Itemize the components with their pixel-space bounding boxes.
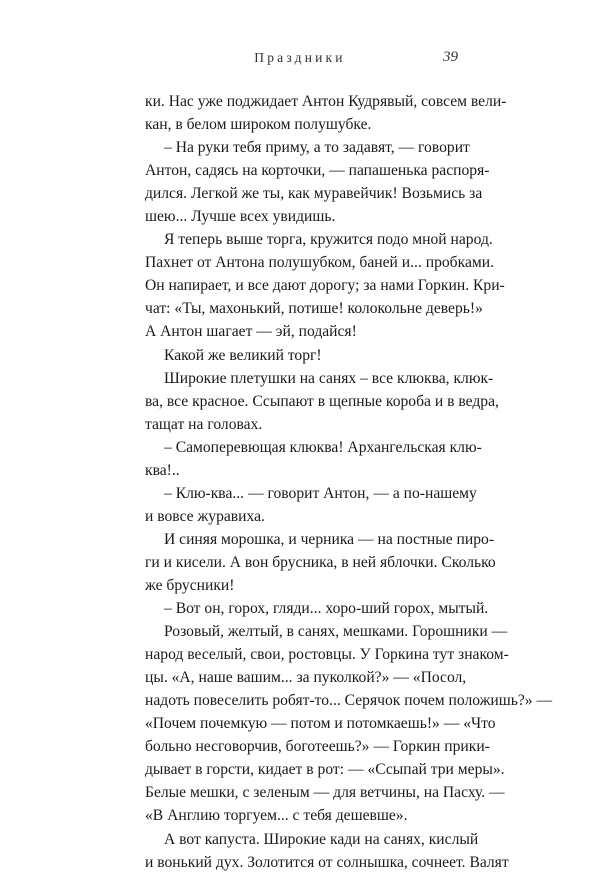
text-line: Пахнет от Антона полушубком, баней и... пробками.	[145, 254, 494, 272]
text-line: Я теперь выше торга, кружится подо мной народ.	[164, 231, 493, 249]
text-line: «В Англию торгуем... с тебя дешевше».	[145, 807, 408, 825]
text-line: Розовый, желтый, в санях, мешками. Горошники —	[164, 623, 508, 641]
text-line: А вот капуста. Широкие кади на санях, кислый	[164, 830, 479, 848]
text-line: – Вот он, горох, гляди... хоро-ший горох, мытый.	[164, 600, 489, 618]
text-line: чат: «Ты, махонький, потише! колокольне деверь!»	[145, 300, 483, 318]
text-line: Широкие плетушки на санях – все клюква, клюк-	[164, 369, 494, 387]
text-line: Белые мешки, с зеленым — для ветчины, на Пасху. —	[145, 784, 505, 802]
text-line: же брусники!	[145, 576, 235, 594]
page-number: 39	[443, 49, 458, 65]
text-line: кан, в белом широком полушубке.	[145, 116, 372, 134]
text-line: – На руки тебя приму, а то задавят, — говорит	[164, 139, 470, 157]
text-line: шею... Лучше всех увидишь.	[145, 208, 336, 226]
text-line: – Клю-ква... — говорит Антон, — а по-нашему	[164, 484, 477, 502]
text-line: ва, все красное. Ссыпают в щепные короба и в ведра,	[145, 392, 499, 410]
text-line: Он напирает, и все дают дорогу; за нами Горкин. Кри-	[145, 277, 505, 295]
running-head	[0, 50, 600, 70]
text-line: и вонький дух. Золотится от солнышка, сочнеет. Валят	[145, 853, 509, 871]
text-line: ги и кисели. А вон брусника, в ней яблочки. Сколько	[145, 553, 496, 571]
text-line: Антон, садясь на корточки, — папашенька распоря-	[145, 162, 490, 180]
text-line: дился. Легкой же ты, как муравейчик! Возьмись за	[145, 185, 483, 203]
text-line: ки. Нас уже поджидает Антон Кудрявый, совсем вели-	[145, 93, 507, 110]
text-line: А Антон шагает — эй, подайся!	[145, 323, 357, 341]
text-line: ква!..	[145, 461, 180, 479]
section-title: Праздники	[254, 50, 346, 65]
text-line: и вовсе журавиха.	[145, 507, 265, 525]
text-line: цы. «А, наше вашим... за пуколкой?» — «Посол,	[145, 669, 467, 687]
text-line: «Почем почемкую — потом и потомкаешь!» — «Что	[145, 715, 496, 733]
body-text	[145, 90, 553, 874]
text-line: надоть повеселить робят-то... Серячок почем положишь?» —	[145, 692, 553, 710]
text-line: Какой же великий торг!	[164, 346, 322, 364]
text-line: И синяя морошка, и черника — на постные пиро-	[164, 530, 495, 548]
text-line: больно несговорчив, боготеешь?» — Горкин прики-	[145, 738, 490, 756]
text-line: – Самоперевющая клюква! Архангельская клю-	[164, 438, 482, 456]
text-line: народ веселый, свои, ростовцы. У Горкина тут знаком-	[145, 646, 509, 664]
text-line: дывает в горсти, кидает в рот: — «Ссыпай три меры».	[145, 761, 505, 779]
text-line: тащат на головах.	[145, 415, 263, 433]
